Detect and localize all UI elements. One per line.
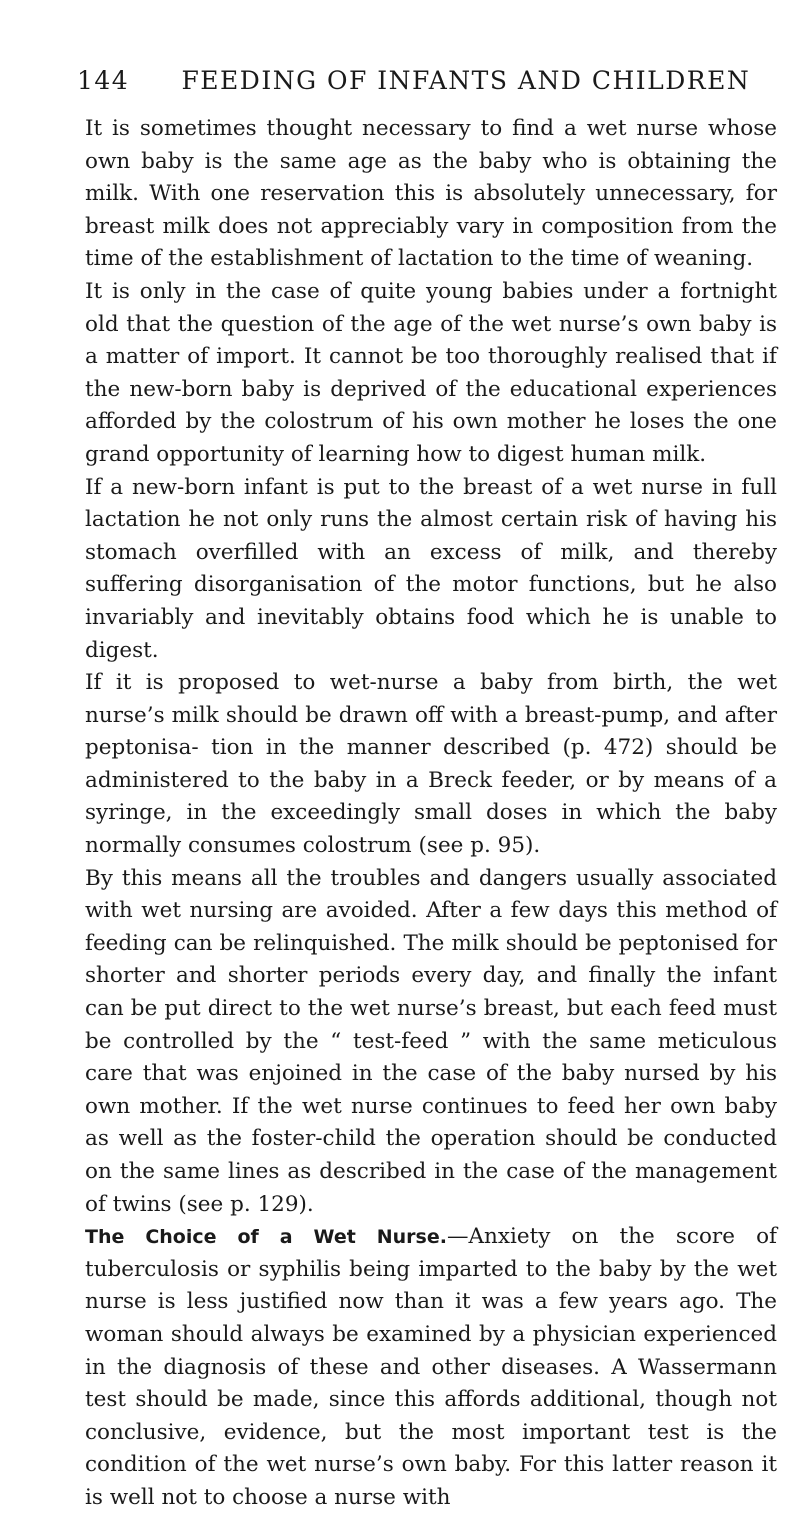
running-head bbox=[77, 66, 757, 106]
body-text bbox=[85, 113, 777, 1515]
section-heading: The Choice of a Wet Nurse. bbox=[85, 1226, 447, 1249]
paragraph: If a new-born infant is put to the breast of a wet nurse in full lactation he not only runs the almost certain risk of having his stomach overfilled with an excess of milk, and thereby suffering disorganisation of the motor functions, but he also invariably and inevitably obtains food which he is unable to digest. bbox=[85, 474, 777, 663]
section-text: —Anxiety on the score of tuberculosis or syphilis being imparted to the baby by the wet nurse is less justified now than it was a few years ago. The woman should always be examined by a physician experienced in the diagnosis of these and other diseases. A Wassermann test should be made, since this affords additional, though not conclusive, evidence, but the most important test is the condition of the wet nurse’s own baby. For this latter reason it is well not to choose a nurse with bbox=[85, 1224, 777, 1510]
page-number: 144 bbox=[77, 66, 130, 95]
section-paragraph bbox=[85, 1221, 777, 1514]
paragraph: It is sometimes thought necessary to find a wet nurse whose own baby is the same age as the baby who is obtaining the milk. With one reservation this is absolutely unnecessary, for breast milk does not appreciably vary in composition from the time of the establishment of lactation to the time of weaning. bbox=[85, 116, 777, 272]
paragraph: It is only in the case of quite young babies under a fortnight old that the question of the age of the wet nurse’s own baby is a matter of import. It cannot be too thoroughly realised that if the new-born baby is deprived of the educational experiences afforded by the colostrum of his own mother he loses the one grand opportunity of learning how to digest human milk. bbox=[85, 278, 777, 467]
paragraph: If it is proposed to wet-nurse a baby from birth, the wet nurse’s milk should be drawn off with a breast-pump, and after peptonisa- tion in the manner described (p. 472) should be administered to the baby in a Breck feeder, or by means of a syringe, in the exceedingly small doses in which the baby normally consumes colostrum (see p. 95). bbox=[85, 670, 777, 859]
book-title: FEEDING OF INFANTS AND CHILDREN bbox=[181, 66, 751, 95]
paragraph: By this means all the troubles and dangers usually associated with wet nursing are avoided. After a few days this method of feeding can be relinquished. The milk should be peptonised for shorter and shorter periods every day, and finally the infant can be put direct to the wet nurse’s breast, but each feed must be controlled by the “ test-feed ” with the same meticulous care that was enjoined in the case of the baby nursed by his own mother. If the wet nurse continues to feed her own baby as well as the foster-child the operation should be conducted on the same lines as described in the case of the management of twins (see p. 129). bbox=[85, 865, 777, 1217]
